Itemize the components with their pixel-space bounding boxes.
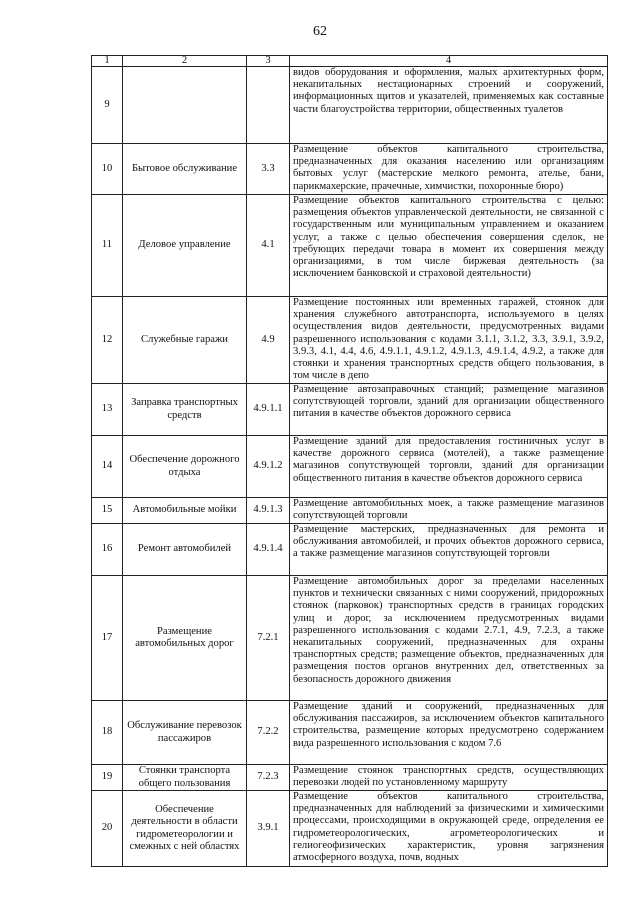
row-number: 19 [92,765,123,791]
use-name: Обеспечение деятельности в области гидрометеорологии и смежных с ней областях [123,791,247,867]
use-name: Стоянки транспорта общего пользования [123,765,247,791]
row-number: 17 [92,576,123,701]
use-description: Размещение автозаправочных станций; размещение магазинов сопутствующей торговли, зданий для организации общественного питания в качестве объектов дорожного сервиса [290,384,608,436]
row-number: 9 [92,67,123,144]
page-number: 62 [313,24,327,39]
use-description: Размещение стоянок транспортных средств, осуществляющих перевозки людей по установленному маршруту [290,765,608,791]
table-row [92,67,608,144]
table-row [92,524,608,576]
use-description: Размещение объектов капитального строительства с целью: размещения объектов управленческой деятельности, не связанной с государственным или муниципальным управлением и оказанием услуг, а также с целью обеспечения совершения сделок, не требующих передачи товара в момент их совершения между организациями, в том числе биржевая деятельность (за исключением банковской и страховой деятельности) [290,195,608,297]
use-name: Бытовое обслуживание [123,144,247,195]
table-row [92,144,608,195]
use-code: 3.3 [247,144,290,195]
use-code: 4.9.1.4 [247,524,290,576]
use-code [247,67,290,144]
header-row [92,56,608,67]
use-code: 7.2.2 [247,701,290,765]
use-description: Размещение постоянных или временных гаражей, стоянок для хранения служебного автотранспорта, используемого в целях осуществления видов деятельности, предусмотренных видами разрешенного использования с кодами 3.1.1, 3.1.2, 3.3, 3.9.1, 3.9.2, 3.9.3, 4.1, 4.4, 4.6, 4.9.1.1, 4.9.1.2, 4.9.1.3, 4.9.1.4, 4.9.2, а также для стоянки и хранения транспортных средств общего пользования, в том числе в депо [290,297,608,384]
use-description: Размещение объектов капитального строительства, предназначенных для наблюдений за физическими и химическими процессами, происходящими в окружающей среде, определения ее гидрометеорологических, агрометеорологических и гелиогеофизических характеристик, уровня загрязнения атмосферного воздуха, почв, водных [290,791,608,867]
use-description: Размещение зданий и сооружений, предназначенных для обслуживания пассажиров, за исключением объектов капитального строительства, размещение которых предусмотрено содержанием вида разрешенного использования с кодом 7.6 [290,701,608,765]
use-code: 7.2.1 [247,576,290,701]
use-name: Ремонт автомобилей [123,524,247,576]
col-header-name: 2 [123,56,247,67]
col-header-code: 3 [247,56,290,67]
row-number: 14 [92,436,123,498]
land-use-table [91,55,608,867]
table-row [92,701,608,765]
col-header-description: 4 [290,56,608,67]
row-number: 18 [92,701,123,765]
row-number: 12 [92,297,123,384]
use-name: Деловое управление [123,195,247,297]
row-number: 15 [92,498,123,524]
use-name: Размещение автомобильных дорог [123,576,247,701]
use-code: 3.9.1 [247,791,290,867]
use-description: Размещение зданий для предоставления гостиничных услуг в качестве дорожного сервиса (мотелей), а также размещение магазинов сопутствующей торговли, зданий для организации общественного питания в качестве объектов дорожного сервиса [290,436,608,498]
table-row [92,576,608,701]
use-name: Служебные гаражи [123,297,247,384]
table-row [92,297,608,384]
row-number: 13 [92,384,123,436]
use-code: 4.9.1.2 [247,436,290,498]
table-row [92,436,608,498]
use-name: Обслуживание перевозок пассажиров [123,701,247,765]
use-description: Размещение объектов капитального строительства, предназначенных для оказания населению или организациям бытовых услуг (мастерские мелкого ремонта, ателье, бани, парикмахерские, прачечные, химчистки, похоронные бюро) [290,144,608,195]
table-row [92,765,608,791]
row-number: 11 [92,195,123,297]
use-name: Заправка транспортных средств [123,384,247,436]
table-row [92,498,608,524]
col-header-number: 1 [92,56,123,67]
use-description: Размещение автомобильных моек, а также размещение магазинов сопутствующей торговли [290,498,608,524]
table-row [92,384,608,436]
use-code: 4.9.1.1 [247,384,290,436]
use-code: 4.1 [247,195,290,297]
use-code: 4.9 [247,297,290,384]
use-code: 7.2.3 [247,765,290,791]
use-name: Автомобильные мойки [123,498,247,524]
use-description: Размещение мастерских, предназначенных для ремонта и обслуживания автомобилей, и прочих объектов дорожного сервиса, а также размещение магазинов сопутствующей торговли [290,524,608,576]
use-description: Размещение автомобильных дорог за пределами населенных пунктов и технически связанных с ними сооружений, придорожных стоянок (парковок) транспортных средств в границах городских улиц и дорог, за исключением предусмотренных видами разрешенного использования с кодами 2.7.1, 4.9, 7.2.3, а также некапитальных сооружений, предназначенных для охраны транспортных средств; размещение объектов, предназначенных для размещения постов органов внутренних дел, ответственных за безопасность дорожного движения [290,576,608,701]
row-number: 10 [92,144,123,195]
use-name [123,67,247,144]
table-row [92,195,608,297]
use-code: 4.9.1.3 [247,498,290,524]
row-number: 16 [92,524,123,576]
table-row [92,791,608,867]
row-number: 20 [92,791,123,867]
use-description: видов оборудования и оформления, малых архитектурных форм, некапитальных нестационарных строений и сооружений, информационных щитов и указателей, применяемых как составные части благоустройства территории, общественных туалетов [290,67,608,144]
use-name: Обеспечение дорожного отдыха [123,436,247,498]
